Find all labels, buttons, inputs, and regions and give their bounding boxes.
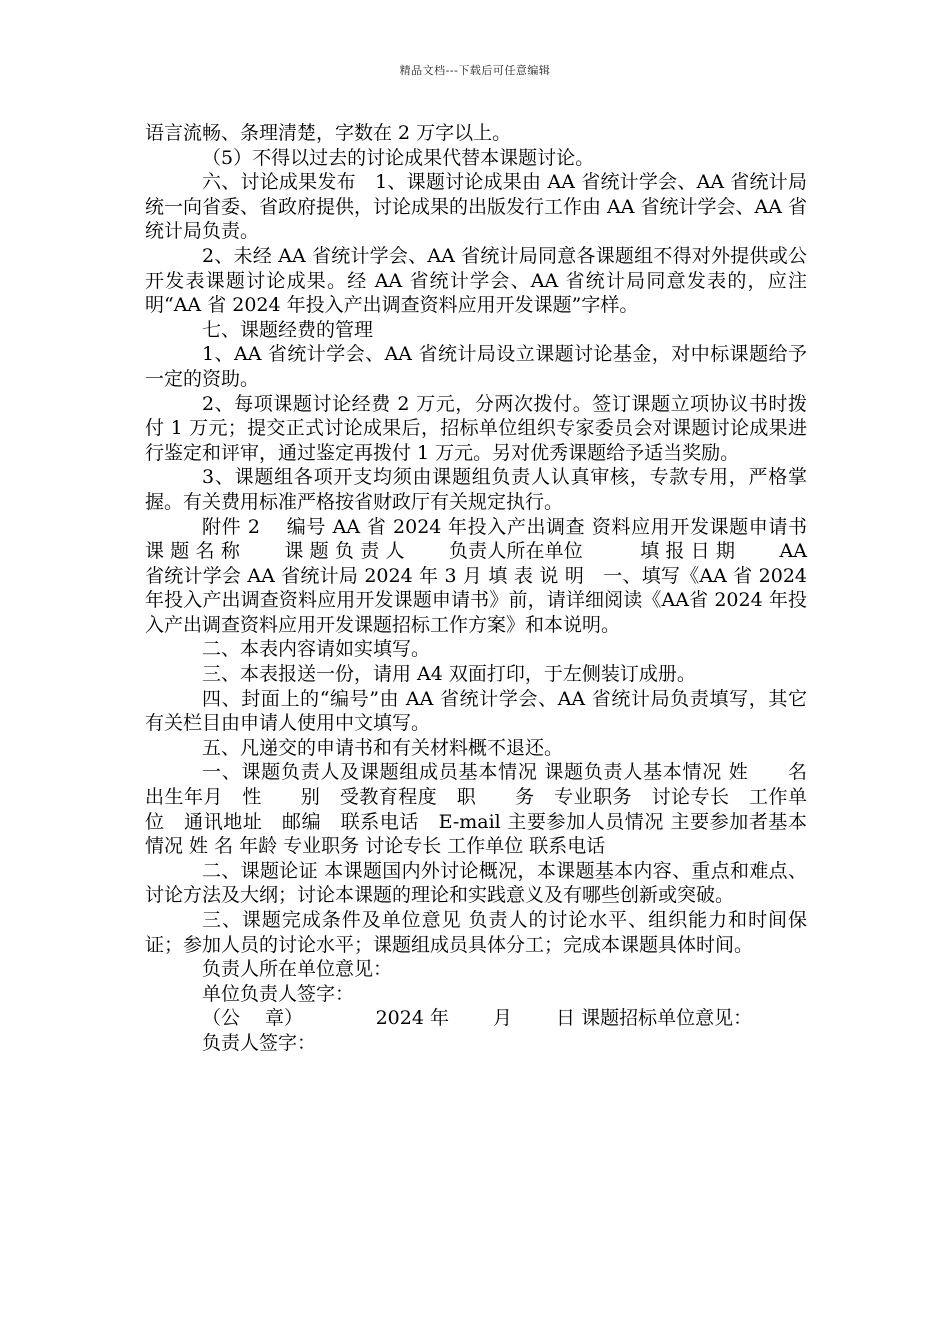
page-header: 精品文档---下载后可任意编辑 bbox=[399, 64, 551, 77]
paragraph-16: 三、课题完成条件及单位意见 负责人的讨论水平、组织能力和时间保证；参加人员的讨论水平；课题组成员具体分工；完成本课题具体时间。 bbox=[145, 909, 807, 956]
paragraph-3: 六、讨论成果发布 1、课题讨论成果由 AA 省统计学会、AA 省统计局统一向省委、省政府提供，讨论成果的出版发行工作由 AA 省统计学会、AA 省统计局负责。 bbox=[145, 171, 808, 243]
paragraph-12: 四、封面上的“编号”由 AA 省统计学会、AA 省统计局负责填写，其它有关栏目由申请人使用中文填写。 bbox=[145, 687, 807, 735]
paragraph-5: 七、课题经费的管理 bbox=[202, 318, 374, 341]
paragraph-1: 语言流畅、条理清楚，字数在 2 万字以上。 bbox=[145, 122, 512, 144]
paragraph-17: 负责人所在单位意见： bbox=[202, 958, 393, 981]
paragraph-15: 二、课题论证 本课题国内外讨论概况，本课题基本内容、重点和难点、讨论方法及大纲；讨论本课题的理论和实践意义及有哪些创新或突破。 bbox=[145, 859, 807, 907]
paragraph-18: 单位负责人签字： bbox=[202, 982, 355, 1005]
paragraph-10: 二、本表内容请如实填写。 bbox=[202, 638, 431, 661]
paragraph-19: （公 章） 2024 年 月 日 课题招标单位意见： bbox=[202, 1007, 753, 1030]
paragraph-8: 3、课题组各项开支均须由课题组负责人认真审核，专款专用，严格掌握。有关费用标准严格按省财政厅有关规定执行。 bbox=[145, 466, 807, 513]
paragraph-6: 1、AA 省统计学会、AA 省统计局设立课题讨论基金，对中标课题给予一定的资助。 bbox=[145, 343, 807, 390]
document-body bbox=[145, 121, 833, 1056]
paragraph-20: 负责人签字： bbox=[202, 1031, 317, 1054]
paragraph-4: 2、未经 AA 省统计学会、AA 省统计局同意各课题组不得对外提供或公开发表课题讨论成果。经 AA 省统计学会、AA 省统计局同意发表的，应注明“AA 省 2024 年投入产出调查资料应用开发课题”字样。 bbox=[145, 244, 807, 317]
paragraph-2: （5）不得以过去的讨论成果代替本课题讨论。 bbox=[202, 146, 595, 169]
paragraph-11: 三、本表报送一份，请用 A4 双面打印，于左侧装订成册。 bbox=[202, 663, 696, 686]
paragraph-7: 2、每项课题讨论经费 2 万元，分两次拨付。签订课题立项协议书时拨付 1 万元；提交正式讨论成果后，招标单位组织专家委员会对课题讨论成果进行鉴定和评审，通过鉴定再拨付 1 万元。另对优秀课题给予适当奖励。 bbox=[145, 392, 807, 464]
paragraph-13: 五、凡递交的申请书和有关材料概不退还。 bbox=[202, 736, 564, 759]
paragraph-14: 一、课题负责人及课题组成员基本情况 课题负责人基本情况 姓 名 出生年月 性 别 受教育程度 职 务 专业职务 讨论专长 工作单位 通讯地址 邮编 联系电话 E-mail 主要参加人员情况 主要参加者基本情况 姓 名 年龄 专业职务 讨论专长 工作单位 联系电话 bbox=[145, 761, 827, 858]
paragraph-9: 附件 2 编号 AA 省 2024 年投入产出调查 资料应用开发课题申请书 课 题 名 称 课 题 负 责 人 负责人所在单位 填 报 日 期 AA 省统计学会 AA 省统计局 2024 年 3 月 填 表 说 明 一、填写《AA 省 2024 年投入产出调查资料应用开发课题申请书》前，请详细阅读《AA省 2024 年投入产出调查资料应用开发课题招标工作方案》和本说明。 bbox=[145, 515, 833, 636]
